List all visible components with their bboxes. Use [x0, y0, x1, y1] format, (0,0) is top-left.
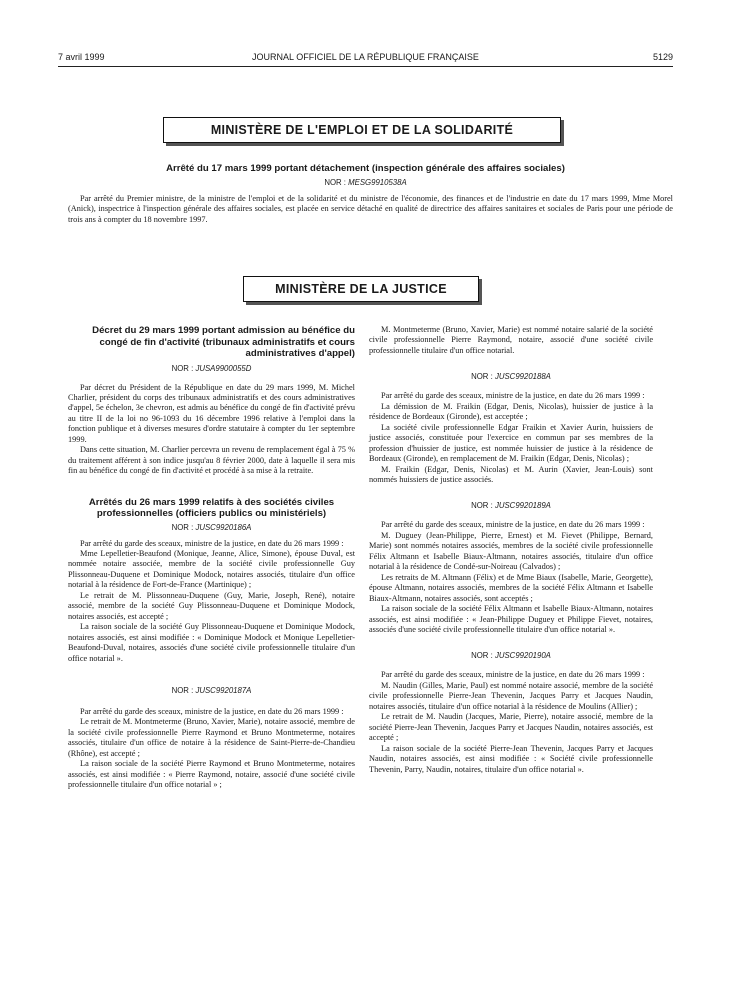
nor-line: [68, 523, 355, 532]
arrete-17-mars-title: Arrêté du 17 mars 1999 portant détachement (inspection générale des affaires sociales): [166, 163, 565, 174]
ministry-justice-name: MINISTÈRE DE LA JUSTICE: [275, 282, 447, 296]
ministry-justice-box: [243, 276, 479, 302]
nor-line: [60, 178, 671, 187]
nor-label: NOR :: [471, 501, 493, 511]
montmeterme-paragraph: M. Montmeterme (Bruno, Xavier, Marie) est nommé notaire salarié de la société civile professionnelle Pierre Raymond, notaire, associé d'une société civile professionnelle titulaire d'un office notarial.: [369, 325, 653, 355]
nor-line: [68, 686, 355, 695]
arrete-188-paragraph-1: Par arrêté du garde des sceaux, ministre de la justice, en date du 26 mars 1999 :: [381, 391, 645, 401]
nor-line: [68, 364, 355, 373]
decret-paragraph-2: Dans cette situation, M. Charlier percevra un revenu de remplacement égal à 75 % du traitement afférent à son indice jusqu'au 8 février 2000, date à laquelle il sera mis fin au bénéfice du congé de fin d'activité et procédé à sa mise à la retraite.: [68, 445, 355, 476]
ministry-emploi-box: [163, 117, 561, 143]
nor-code: JUSC9920189A: [494, 501, 551, 511]
nor-code: JUSA9900055D: [195, 363, 252, 373]
nor-code: JUSC9920188A: [494, 372, 551, 382]
nor-line: [369, 651, 653, 660]
nor-label: NOR :: [324, 178, 346, 187]
arrete-189-paragraph-4: La raison sociale de la société Félix Altmann et Isabelle Biaux-Altmann, notaires associés, est ainsi modifiée : « Jean-Philippe Duguey et Philippe Fievet, notaires, associés d'une société civile professionnelle titulaire d'un office notarial ».: [369, 604, 653, 634]
arrete-190-paragraph-2: M. Naudin (Gilles, Marie, Paul) est nommé notaire associé, membre de la société civile professionnelle Pierre-Jean Thevenin, Jacques Parry et Jacques Naudin, notaires associés, titulaire d'un office notarial à la résidence de Moulins (Allier) ;: [369, 680, 653, 711]
nor-code: JUSC9920187A: [195, 686, 252, 696]
arrete-189-paragraph-3: Les retraits de M. Altmann (Félix) et de Mme Biaux (Isabelle, Marie, Georgette), épouse Altmann, notaires associés, membres de la société Félix Altmann et Isabelle Biaux-Altmann, notaires associés, sont acceptés ;: [369, 572, 653, 603]
decret-29-mars-title: Décret du 29 mars 1999 portant admission au bénéfice du congé de fin d'activité (tribunaux administratifs et cours administratives d'appel): [92, 325, 355, 359]
decret-paragraph-1: Par décret du Président de la République en date du 29 mars 1999, M. Michel Charlier, président du corps des tribunaux administratifs et des cours administratives d'appel, 5e échelon, 3e chevron, est admis au bénéfice du congé de fin d'activité prévu au titre II de la loi no 96-1093 du 16 décembre 1996 relative à l'emploi dans la fonction publique et à diverses mesures d'ordre statutaire à compter du 1er septembre 1999.: [68, 382, 355, 444]
nor-label: NOR :: [171, 686, 194, 696]
nor-code: JUSC9920186A: [195, 522, 252, 532]
arrete-190-paragraph-1: Par arrêté du garde des sceaux, ministre de la justice, en date du 26 mars 1999 :: [381, 670, 645, 680]
arrete-187-paragraph-2: Le retrait de M. Montmeterme (Bruno, Xavier, Marie), notaire associé, membre de la société civile professionnelle Pierre Raymond et Bruno Montmeterme, notaires associés, titulaire d'un office de notaire à la résidence de Saint-Pierre-de-Chandieu (Rhône), est accepté ;: [68, 717, 355, 758]
nor-line: [369, 501, 653, 510]
right-column: [369, 325, 653, 775]
issue-date: 7 avril 1999: [58, 52, 105, 62]
left-column: [68, 325, 355, 791]
nor-label: NOR :: [471, 372, 493, 382]
arrete-186-paragraph-2: Mme Lepelletier-Beaufond (Monique, Jeanne, Alice, Simone), épouse Duval, est nommée notaire associée, membre de la société civile professionnelle Guy Plissonneau-Duquene et Dominique Modock, notaires associés, titulaire d'un office notarial à la résidence de Fort-de-France (Martinique) ;: [68, 549, 355, 590]
ministry-emploi-name: MINISTÈRE DE L'EMPLOI ET DE LA SOLIDARITÉ: [210, 123, 514, 137]
nor-label: NOR :: [471, 651, 493, 661]
arrete-187-paragraph-1: Par arrêté du garde des sceaux, ministre de la justice, en date du 26 mars 1999 :: [80, 707, 344, 717]
arrete-186-paragraph-1: Par arrêté du garde des sceaux, ministre de la justice, en date du 26 mars 1999 :: [80, 538, 344, 548]
arrete-190-paragraph-4: La raison sociale de la société Pierre-Jean Thevenin, Jacques Parry et Jacques Naudin, notaires associés, est ainsi modifiée : « Société civile professionnelle Thevenin, Parry, Naudin, notaires, titulaire d'un office notarial ».: [369, 743, 653, 774]
page-number: 5129: [652, 52, 673, 62]
header-rule: [58, 66, 673, 67]
nor-code: JUSC9920190A: [494, 651, 551, 661]
nor-line: [369, 372, 653, 381]
arrete-17-mars-text: Par arrêté du Premier ministre, de la ministre de l'emploi et de la solidarité et du ministre de l'économie, des finances et de l'industrie en date du 17 mars 1999, Mme Morel (Anick), inspectrice à l'inspection générale des affaires sociales, est placée en service détaché en qualité de directrice des affaires sanitaires et sociales de Paris pour une période de trois ans à compter du 18 novembre 1997.: [68, 194, 673, 224]
nor-label: NOR :: [171, 522, 194, 532]
arrete-189-paragraph-1: Par arrêté du garde des sceaux, ministre de la justice, en date du 26 mars 1999 :: [381, 520, 645, 530]
arrete-188-paragraph-4: M. Fraikin (Edgar, Denis, Nicolas) et M. Aurin (Xavier, Jean-Louis) sont nommés huissiers de justice associés.: [369, 464, 653, 484]
arrete-190-paragraph-3: Le retrait de M. Naudin (Jacques, Marie, Pierre), notaire associé, membre de la société Pierre-Jean Thevenin, Jacques Parry et Jacques Naudin, notaires associés, est accepté ;: [369, 712, 653, 743]
arretes-26-mars-title: Arrêtés du 26 mars 1999 relatifs à des sociétés civiles professionnelles (officiers publics ou ministériels): [88, 496, 335, 520]
arrete-187-paragraph-3: La raison sociale de la société Pierre Raymond et Bruno Montmeterme, notaires associés, est ainsi modifiée : « Pierre Raymond, notaire, associé d'une société civile professionnelle titulaire d'un office notarial » ;: [68, 759, 355, 790]
nor-code: MESG9910538A: [348, 178, 407, 187]
arrete-186-paragraph-4: La raison sociale de la société Guy Plissonneau-Duquene et Dominique Modock, notaires associés, est ainsi modifiée : « Dominique Modock et Monique Lepelletier-Beaufond-Duval, notaires, associés d'une société civile professionnelle titulaire d'un office notarial ».: [68, 622, 355, 663]
arrete-188-paragraph-2: La démission de M. Fraikin (Edgar, Denis, Nicolas), huissier de justice à la résidence de Bordeaux (Gironde), est acceptée ;: [369, 401, 653, 422]
journal-title: JOURNAL OFFICIEL DE LA RÉPUBLIQUE FRANÇAISE: [252, 52, 479, 62]
arrete-189-paragraph-2: M. Duguey (Jean-Philippe, Pierre, Ernest) et M. Fievet (Philippe, Bernard, Marie) sont nommés notaires associés, membres de la société civile professionnelle Félix Altmann et Isabelle Biaux-Altmann, notaires associés, titulaire d'un office notarial à la résidence de Condé-sur-Noireau (Calvados) ;: [369, 530, 653, 572]
nor-label: NOR :: [171, 363, 194, 373]
arrete-188-paragraph-3: La société civile professionnelle Edgar Fraikin et Xavier Aurin, huissiers de justice associés, constituée pour l'exercice en commun par ses membres de la profession d'huissier de justice, est nommée huissier de justice à la résidence de Bordeaux (Gironde), en remplacement de M. Fraikin (Edgar, Denis, Nicolas) ;: [369, 422, 653, 464]
arrete-186-paragraph-3: Le retrait de M. Plissonneau-Duquene (Guy, Marie, Joseph, René), notaire associé, membre de la société Guy Plissonneau-Duquene et Dominique Modock, notaires associés, est accepté ;: [68, 590, 355, 621]
